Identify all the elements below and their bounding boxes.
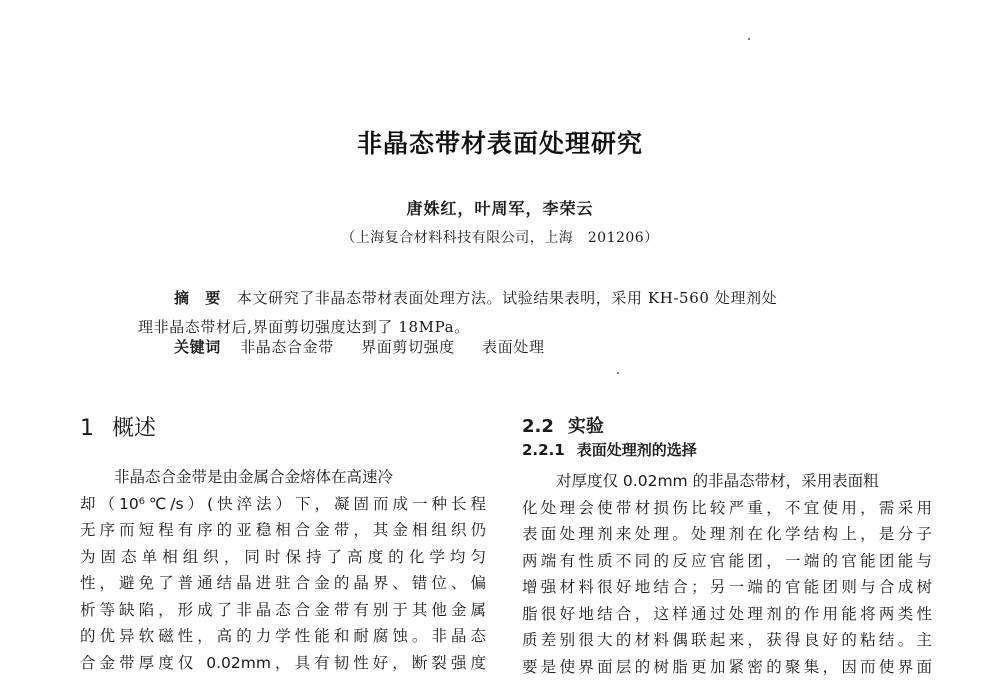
subsection-title: 实验	[567, 416, 604, 437]
abstract-line	[138, 284, 873, 313]
abstract-text-2: 理非晶态带材后,界面剪切强度达到了 18MPa。	[138, 318, 470, 336]
keywords-label: 关键词	[174, 338, 221, 356]
body-line: 增强材料很好地结合；另一端的官能团则与合成树	[522, 578, 932, 596]
subsubsection-title: 表面处理剂的选择	[576, 441, 697, 459]
body-line: 为固态单相组织，同时保持了高度的化学均匀	[80, 547, 486, 566]
scan-speck	[617, 372, 619, 374]
section-body	[522, 468, 932, 680]
scan-speck	[748, 38, 750, 40]
body-line: 非晶态合金带是由金属合金熔体在高速冷	[114, 468, 394, 486]
author-list: 唐姝红，叶周军，李荣云	[406, 199, 594, 218]
subsection-heading	[522, 416, 932, 440]
section-number: 1	[80, 416, 94, 441]
section-title: 概述	[112, 416, 157, 441]
section-body	[80, 464, 486, 676]
body-line: 的优异软磁性，高的力学性能和耐腐蚀。非晶态	[80, 627, 486, 645]
keywords-block	[174, 336, 567, 357]
body-line: 两端有性质不同的反应官能团，一端的官能团能与	[522, 551, 932, 570]
body-line: 脂很好地结合，这样通过处理剂的作用能将两类性	[522, 604, 932, 623]
body-line: 表面处理剂来处理。处理剂在化学结构上，是分子	[522, 525, 932, 543]
body-line: 对厚度仅 0.02mm 的非晶态带材，采用表面粗	[556, 472, 879, 490]
abstract-text-1: 本文研究了非晶态带材表面处理方法。试验结果表明，采用 KH-560 处理剂处	[236, 289, 778, 307]
body-line: 析等缺陷，形成了非晶态合金带有别于其他金属	[80, 600, 486, 619]
subsubsection-number: 2.2.1	[522, 441, 565, 459]
right-column	[522, 416, 932, 680]
keyword-item: 界面剪切强度	[361, 338, 455, 356]
body-line: 质差别很大的材料偶联起来，获得良好的粘结。主	[522, 631, 932, 649]
body-line: 要是使界面层的树脂更加紧密的聚集，因而使界面	[522, 657, 932, 676]
keyword-item: 表面处理	[482, 338, 545, 356]
body-line: 无序而短程有序的亚稳相合金带，其金相组织仍	[80, 521, 486, 539]
keyword-item: 非晶态合金带	[240, 338, 334, 356]
left-column	[80, 416, 486, 676]
subsubsection-heading	[522, 440, 932, 468]
body-line: 性，避免了普通结晶进驻合金的晶界、错位、偏	[80, 574, 486, 592]
body-line: 化处理会使带材损伤比较严重，不宜使用，需采用	[522, 498, 932, 517]
body-line: 却（10⁶℃/s）(快淬法）下，凝固而成一种长程	[80, 494, 486, 513]
affiliation: （上海复合材料科技有限公司，上海 201206）	[341, 230, 659, 246]
paper-title: 非晶态带材表面处理研究	[356, 129, 643, 158]
subsection-number: 2.2	[522, 416, 554, 437]
body-line: 合金带厚度仅 0.02mm，具有韧性好，断裂强度	[80, 653, 486, 672]
section-heading	[80, 416, 486, 456]
abstract-block	[138, 284, 873, 342]
abstract-label: 摘 要	[174, 289, 221, 307]
